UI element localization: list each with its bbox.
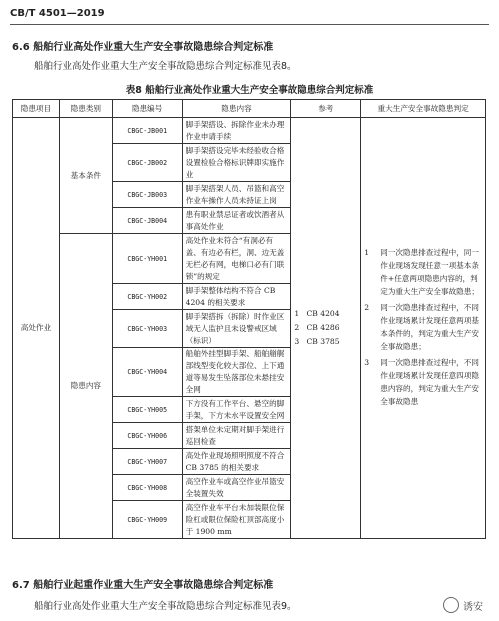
judgement-item: [364, 356, 482, 408]
reference-item: [294, 336, 357, 348]
hazard-table: [12, 99, 486, 539]
section-6-7-title: 6.7 船舶行业起重作业重大生产安全事故隐患综合判定标准: [12, 580, 274, 591]
code-cell: CBGC-YH001: [112, 234, 182, 284]
reference-number: 2: [294, 323, 300, 332]
table-caption: 表8 船舶行业高处作业重大生产安全事故隐患综合判定标准: [125, 85, 374, 96]
watermark: [443, 597, 483, 613]
section-6-7-body: 船舶行业高处作业重大生产安全事故隐患综合判定标准见表9。: [34, 601, 297, 612]
reference-item: [294, 322, 357, 334]
content-cell: 下方没有工作平台、悬空的脚手架，下方未水平设置安全网: [182, 397, 291, 423]
content-cell: 患有职业禁忌证者或饮酒者从事高处作业: [182, 208, 291, 234]
standard-number: CB/T 4501—2019: [10, 8, 105, 19]
reference-text: CB 4286: [306, 323, 340, 332]
content-cell: 脚手架搭拆（拆除）时作业区域无人监护且未设警戒区域（标识）: [182, 310, 291, 348]
judgement-number: 2: [364, 302, 370, 312]
reference-number: 3: [294, 337, 300, 346]
reference-text: CB 4204: [306, 309, 340, 318]
code-cell: CBGC-JB001: [112, 118, 182, 144]
reference-text: CB 3785: [306, 337, 340, 346]
content-cell: 高处作业未符合“有洞必有盖、有边必有栏，洞、边无盖无栏必有网，电梯口必有门联锁”的规定: [182, 234, 291, 284]
section-6-6-title: 6.6 船舶行业高处作业重大生产安全事故隐患综合判定标准: [12, 42, 274, 53]
judgement-number: 1: [364, 247, 370, 257]
code-cell: CBGC-YH003: [112, 310, 182, 348]
header-code: 隐患编号: [112, 100, 182, 118]
reference-number: 1: [294, 309, 300, 318]
header-content: 隐患内容: [182, 100, 291, 118]
wechat-icon: [443, 597, 459, 613]
judgement-text: 同一次隐患排查过程中，同一作业现场发现任意一项基本条件+任意两项隐患内容的，判定为重大生产安全事故隐患；: [380, 247, 479, 296]
header-reference: 参考: [291, 100, 361, 118]
section-6-6-body: 船舶行业高处作业重大生产安全事故隐患综合判定标准见表8。: [34, 61, 297, 72]
code-cell: CBGC-YH007: [112, 449, 182, 475]
code-cell: CBGC-JB003: [112, 182, 182, 208]
code-cell: CBGC-JB002: [112, 144, 182, 182]
content-cell: 高空作业车平台未加装限位保险杠或限位保险杠顶部高度小于 1900 mm: [182, 501, 291, 539]
content-cell: 脚手架搭设、拆除作业未办理作业申请手续: [182, 118, 291, 144]
code-cell: CBGC-YH006: [112, 423, 182, 449]
table-header-row: [13, 100, 486, 118]
header-category: 隐患类别: [59, 100, 112, 118]
content-cell: 船舶外挂型脚手架、船舶艏艉部线型变化较大部位、上下通道等易发生坠落部位未悬挂安全网: [182, 348, 291, 397]
code-cell: CBGC-YH005: [112, 397, 182, 423]
judgement-number: 3: [364, 357, 370, 367]
content-cell: 脚手架搭设完毕未经验收合格设置检验合格标识牌即实施作业: [182, 144, 291, 182]
content-cell: 脚手架搭架人员、吊篮和高空作业车操作人员未持证上岗: [182, 182, 291, 208]
judgement-item: [364, 246, 482, 298]
category-basic: 基本条件: [59, 118, 112, 234]
header-project: 隐患项目: [13, 100, 60, 118]
judgement-cell: [361, 118, 486, 539]
code-cell: CBGC-YH008: [112, 475, 182, 501]
project-cell: 高处作业: [13, 118, 60, 539]
judgement-text: 同一次隐患排查过程中，不同作业现场累计发现任意两项基本条件的，判定为重大生产安全事故隐患；: [380, 302, 479, 351]
content-cell: 脚手架整体结构不符合 CB 4204 的相关要求: [182, 284, 291, 310]
content-cell: 高空作业车或高空作业吊篮安全装置失效: [182, 475, 291, 501]
code-cell: CBGC-JB004: [112, 208, 182, 234]
judgement-text: 同一次隐患排查过程中，不同作业现场累计发现任意四项隐患内容的，判定为重大生产安全事故隐患: [380, 357, 479, 406]
code-cell: CBGC-YH009: [112, 501, 182, 539]
content-cell: 高处作业现场照明照度不符合 CB 3785 的相关要求: [182, 449, 291, 475]
reference-item: [294, 308, 357, 320]
judgement-item: [364, 301, 482, 353]
reference-cell: [291, 118, 361, 539]
code-cell: CBGC-YH004: [112, 348, 182, 397]
header-rule: [10, 24, 489, 25]
header-judgement: 重大生产安全事故隐患判定: [361, 100, 486, 118]
content-cell: 搭架单位未定期对脚手架进行巡回检查: [182, 423, 291, 449]
table-row: [13, 118, 486, 144]
watermark-text: 诱安: [463, 601, 483, 613]
category-hazard: 隐患内容: [59, 234, 112, 539]
code-cell: CBGC-YH002: [112, 284, 182, 310]
